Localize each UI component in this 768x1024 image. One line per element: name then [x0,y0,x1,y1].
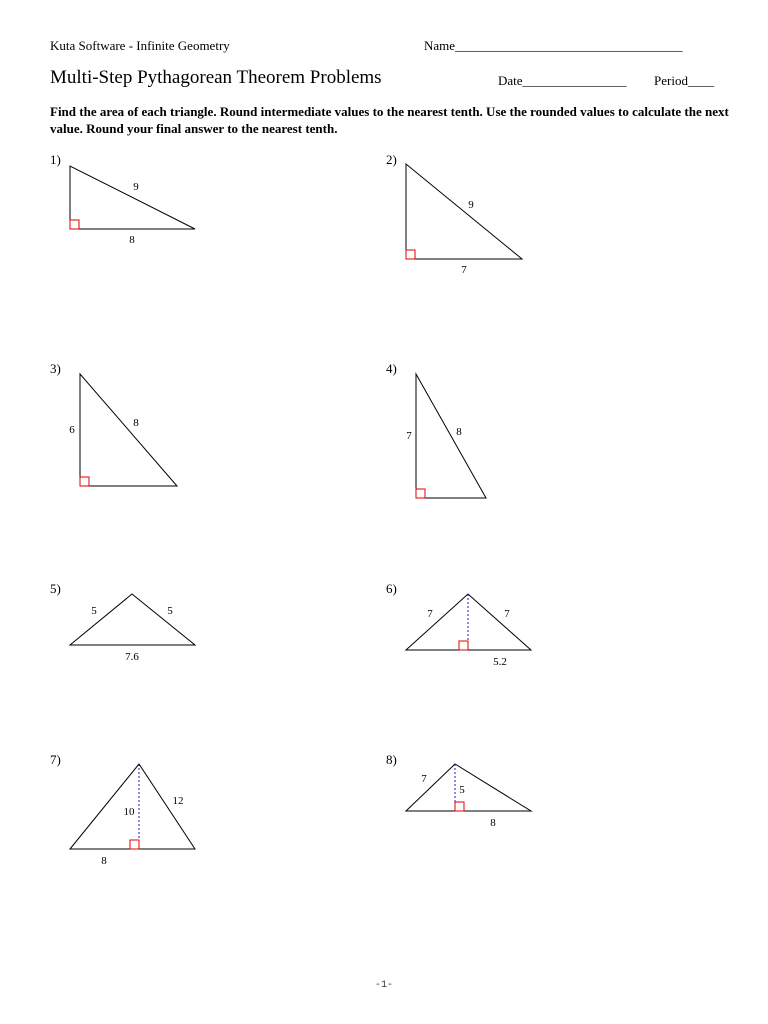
right-angle-marker [130,840,139,849]
side-label: 8 [133,417,139,429]
triangle-2 [406,164,522,259]
name-field: Name___________________________________ [424,38,683,53]
instructions: Find the area of each triangle. Round intermediate values to the nearest tenth. Use the rounded values to calculate the next value. Round your final answer to the nearest tenth. [50,104,729,136]
side-label: 5.2 [493,656,507,668]
side-label: 8 [490,817,496,829]
side-label: 7 [427,608,433,620]
side-label: 7.6 [125,651,139,663]
triangle-8 [406,764,531,811]
triangle-5 [70,594,195,645]
side-label: 8 [101,855,107,867]
right-angle-marker [455,802,464,811]
side-label: 8 [129,234,135,246]
right-angle-marker [416,489,425,498]
problem-number: 5) [50,581,61,596]
right-angle-marker [406,250,415,259]
right-angle-marker [459,641,468,650]
problem-number: 8) [386,752,397,767]
side-label: 9 [468,199,474,211]
side-label: 7 [406,430,412,442]
problem-number: 7) [50,752,61,767]
side-label: 5 [167,605,173,617]
side-label: 12 [172,795,184,807]
triangle-1 [70,166,195,229]
side-label: 5 [91,605,97,617]
side-label: 6 [69,424,75,436]
side-label: 7 [461,264,467,276]
period-field: Period____ [654,73,714,88]
side-label: 9 [133,181,139,193]
side-label: 5 [459,784,465,796]
triangle-3 [80,374,177,486]
right-angle-marker [80,477,89,486]
software-label: Kuta Software - Infinite Geometry [50,38,230,53]
side-label: 7 [421,773,427,785]
side-label: 10 [123,806,135,818]
problem-number: 6) [386,581,397,596]
date-field: Date________________ [498,73,627,88]
problem-number: 4) [386,361,397,376]
right-angle-marker [70,220,79,229]
side-label: 8 [456,426,462,438]
page-number: -1- [374,980,393,991]
side-label: 7 [504,608,510,620]
worksheet-title: Multi-Step Pythagorean Theorem Problems [50,67,382,88]
problem-number: 2) [386,152,397,167]
triangle-4 [416,374,486,498]
problem-number: 1) [50,152,61,167]
problem-number: 3) [50,361,61,376]
